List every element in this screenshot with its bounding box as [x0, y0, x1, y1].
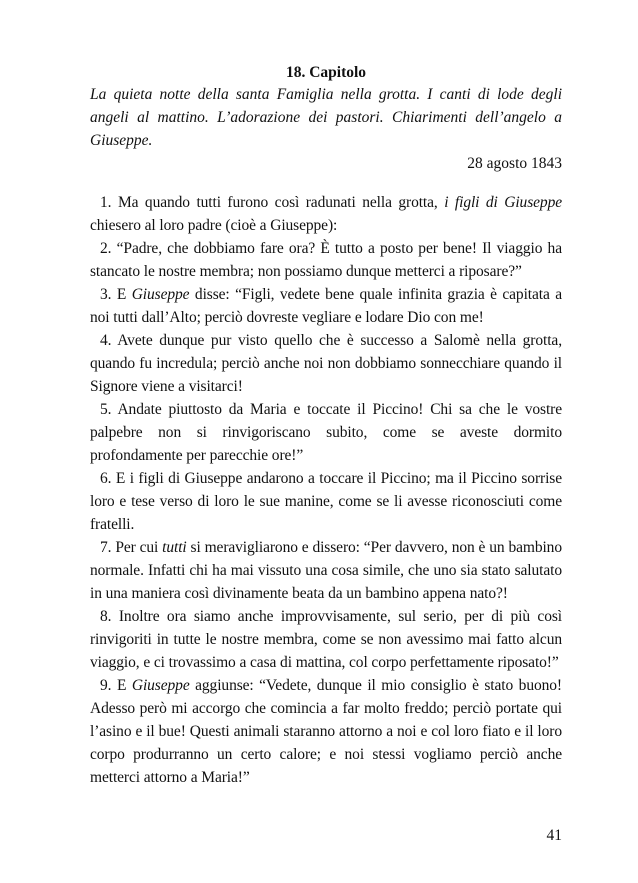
paragraph-number: 1.	[100, 194, 112, 211]
chapter-date: 28 agosto 1843	[467, 155, 562, 172]
paragraph-text: Ma quando tutti furono così radunati nella grotta,	[117, 194, 445, 211]
paragraph-text: E	[116, 286, 132, 303]
paragraph-number: 5.	[100, 401, 112, 418]
paragraph-text: Avete dunque pur visto quello che è successo a Salomè nella grotta, quando fu incredula; perciò anche noi non dobbiamo sonnecchiare quando il Signore viene a visitarci!	[90, 332, 562, 395]
paragraph-text: E	[116, 677, 132, 694]
paragraph	[90, 237, 562, 283]
paragraph	[90, 283, 562, 329]
paragraph-text: disse: “Figli, vedete bene quale infinita grazia è capitata a noi tutti dall’Alto; perciò dovreste vegliare e lodare Dio con me!	[90, 286, 562, 326]
paragraph-text: Andate piuttosto da Maria e toccate il Piccino! Chi sa che le vostre palpebre non si rinvigoriscano subito, come se aveste dormito profondamente per parecchie ore!”	[90, 401, 563, 464]
paragraph-text: chiesero al loro padre (cioè a Giuseppe):	[90, 217, 338, 234]
italic-text: tutti	[162, 539, 187, 556]
chapter-title: 18. Capitolo	[285, 64, 367, 81]
chapter-subtitle: La quieta notte della santa Famiglia nella grotta. I canti di lode degli angeli al mattino. L’adorazione dei pastori. Chiarimenti dell’angelo a Giuseppe.	[90, 86, 562, 149]
paragraph	[90, 191, 562, 237]
paragraph-text: Per cui	[115, 539, 163, 556]
paragraph-text: Inoltre ora siamo anche improvvisamente, sul serio, per di più così rinvigoriti in tutte le nostre membra, come se non avessimo mai fatto alcun viaggio, e ci trovassimo a casa di mattina, col corpo perfettamente riposato!”	[90, 608, 562, 671]
paragraph	[90, 329, 562, 398]
italic-text: Giuseppe	[131, 677, 190, 694]
paragraph	[90, 605, 562, 674]
paragraph	[90, 536, 562, 605]
paragraph	[90, 398, 562, 467]
page-number: 41	[546, 827, 562, 844]
italic-text: i figli di Giuseppe	[444, 194, 562, 211]
paragraph-number: 6.	[100, 470, 112, 487]
page-body	[90, 62, 562, 789]
paragraph-number: 8.	[100, 608, 112, 625]
paragraph	[90, 674, 562, 789]
paragraph-text: “Padre, che dobbiamo fare ora? È tutto a posto per bene! Il viaggio ha stancato le nostre membra; non possiamo dunque metterci a riposare?”	[90, 240, 562, 280]
paragraph	[90, 467, 562, 536]
paragraph-number: 9.	[100, 677, 112, 694]
paragraph-text: si meravigliarono e dissero: “Per davvero, non è un bambino normale. Infatti chi ha mai vissuto una cosa simile, che uno sia stato salutato in una maniera così divinamente beata da un bambino appena nato?!	[90, 539, 562, 602]
paragraph-number: 3.	[100, 286, 112, 303]
paragraph-text: aggiunse: “Vedete, dunque il mio consiglio è stato buono! Adesso però mi accorgo che comincia a far molto freddo; perciò portate qui l’asino e il bue! Questi animali staranno attorno a noi e col loro fiato e il loro corpo produrranno un certo calore; e noi stessi vogliamo perciò anche metterci attorno a Maria!”	[90, 677, 562, 786]
italic-text: Giuseppe	[131, 286, 190, 303]
paragraph-number: 7.	[100, 539, 112, 556]
paragraph-number: 4.	[100, 332, 112, 349]
paragraph-list	[90, 191, 562, 789]
paragraph-number: 2.	[100, 240, 112, 257]
paragraph-text: E i figli di Giuseppe andarono a toccare il Piccino; ma il Piccino sorrise loro e tese verso di loro le sue manine, come se li avesse riconosciuti come fratelli.	[90, 470, 562, 533]
